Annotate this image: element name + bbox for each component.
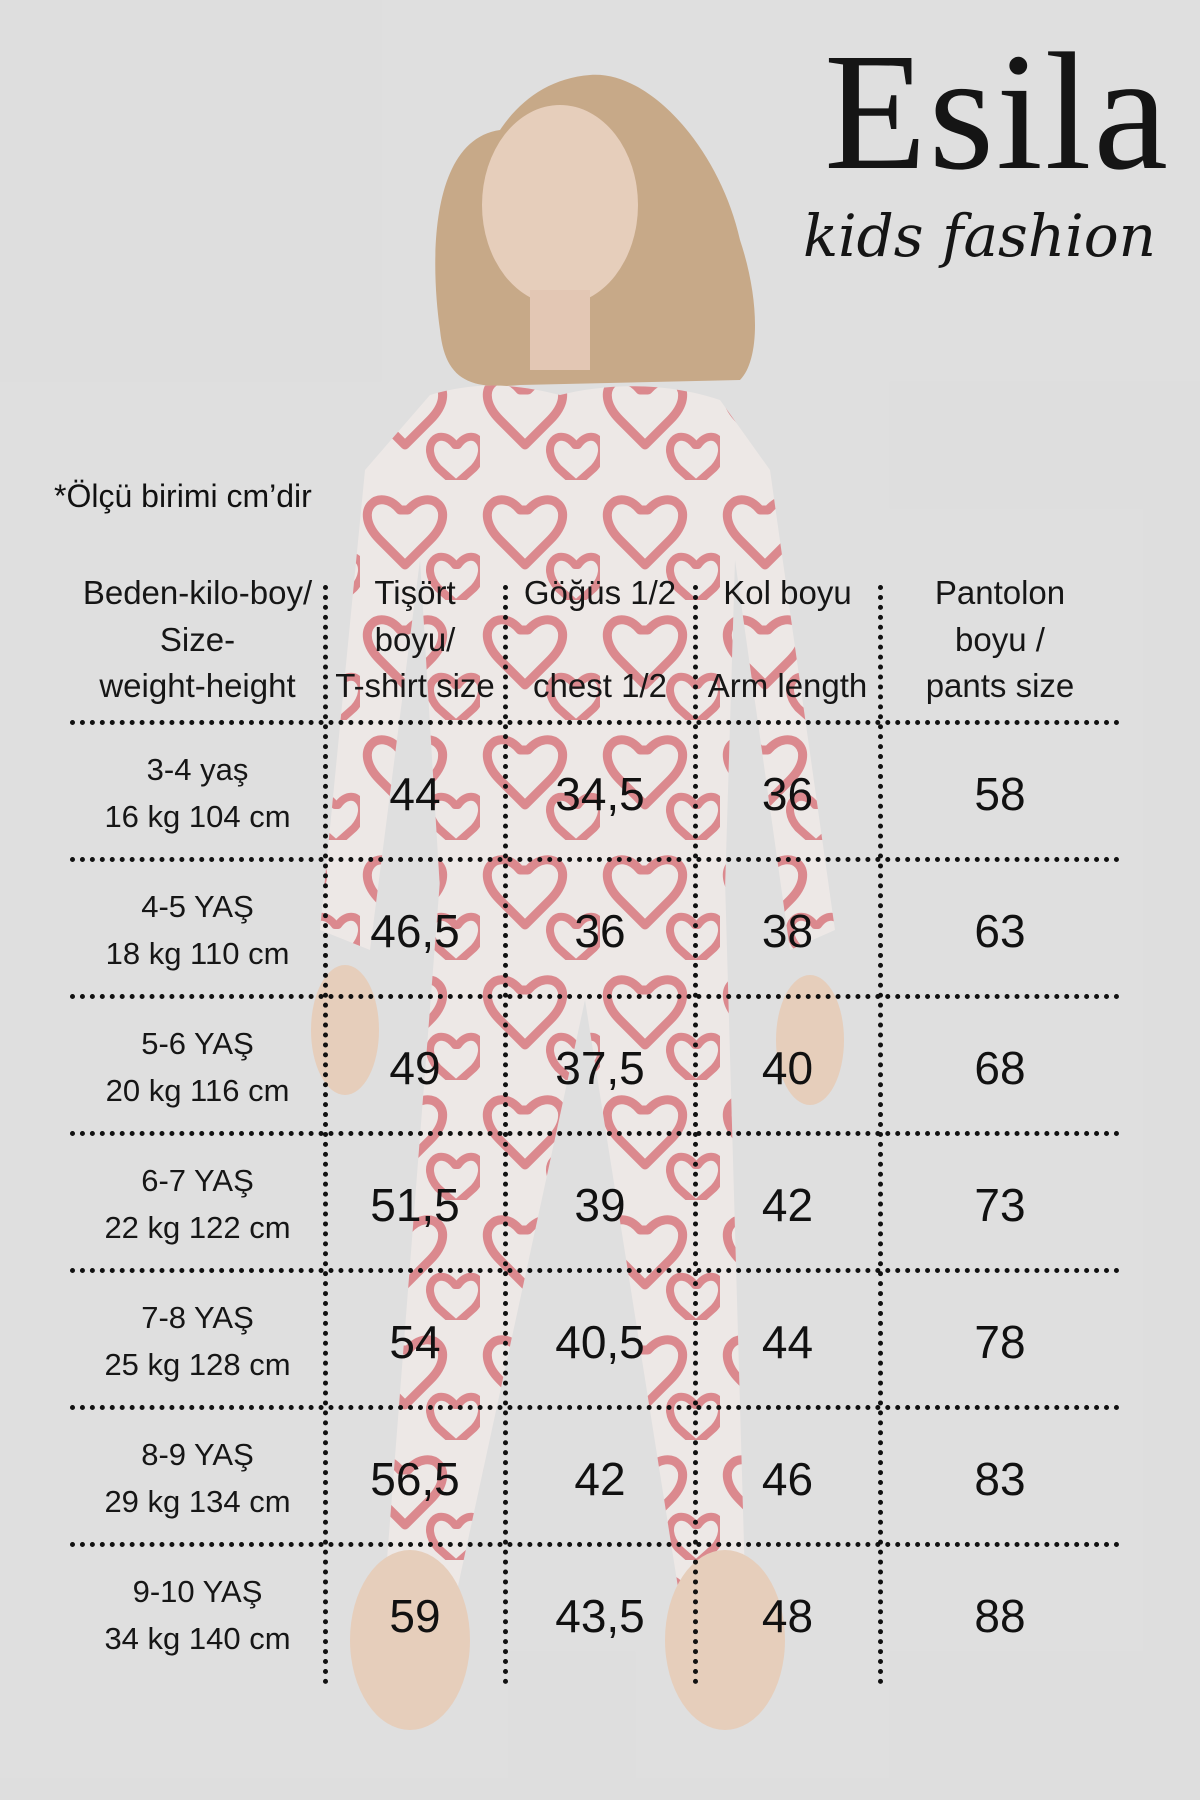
unit-note: *Ölçü birimi cm’dir: [54, 478, 312, 514]
value-cell-chest: 40,5: [555, 1315, 645, 1368]
brand-logo: [750, 19, 1170, 270]
value-cell-tshirt: 59: [389, 1589, 441, 1642]
cell-line: [595, 617, 604, 664]
size-cell: [70, 999, 325, 1136]
cell-line: pants size: [925, 667, 1075, 705]
header-cell-size: [70, 565, 325, 715]
value-cell-pants: 88: [974, 1589, 1026, 1642]
cell-line: 16 kg 104 cm: [104, 798, 291, 834]
value-cell-tshirt: 44: [389, 767, 441, 820]
value-cell-chest: 39: [574, 1178, 626, 1231]
size-cell: [70, 1547, 325, 1684]
size-cell: [70, 1273, 325, 1410]
value-cell-arm: 48: [761, 1589, 814, 1642]
cell-line: 3-4 yaş: [146, 752, 249, 787]
value-cell-pants: 78: [974, 1315, 1026, 1368]
brand-tagline: kids fashion: [802, 202, 1156, 270]
column-divider: [503, 585, 508, 1685]
header-cell-chest: [505, 565, 695, 715]
value-cell-arm: 38: [761, 904, 814, 957]
column-divider: [323, 585, 328, 1685]
value-cell-tshirt: 51,5: [370, 1178, 460, 1231]
cell-line: boyu /: [955, 620, 1045, 658]
value-cell-pants: 73: [974, 1178, 1026, 1231]
row-divider: [70, 720, 1120, 725]
cell-line: Size-: [159, 620, 236, 658]
cell-line: Göğüs 1/2: [523, 573, 677, 611]
cell-line: T-shirt size: [335, 667, 495, 705]
cell-line: 5-6 YAŞ: [141, 1026, 254, 1061]
cell-line: Pantolon: [934, 573, 1066, 611]
size-cell: [70, 1136, 325, 1273]
cell-line: 22 kg 122 cm: [104, 1209, 291, 1245]
size-cell: [70, 1410, 325, 1547]
cell-line: 9-10 YAŞ: [132, 1574, 263, 1609]
cell-line: boyu/: [374, 620, 456, 658]
cell-line: weight-height: [99, 667, 296, 705]
cell-line: 29 kg 134 cm: [104, 1483, 291, 1519]
cell-line: Tişört: [374, 573, 456, 611]
value-cell-chest: 42: [574, 1452, 626, 1505]
cell-line: chest 1/2: [533, 667, 667, 705]
value-cell-arm: 42: [761, 1178, 814, 1231]
value-cell-chest: 34,5: [555, 767, 645, 820]
cell-line: 25 kg 128 cm: [104, 1346, 291, 1382]
value-cell-arm: 36: [761, 767, 814, 820]
value-cell-chest: 36: [574, 904, 626, 957]
row-divider: [70, 857, 1120, 862]
value-cell-tshirt: 54: [389, 1315, 441, 1368]
column-divider: [693, 585, 698, 1685]
value-cell-pants: 58: [974, 767, 1026, 820]
value-cell-arm: 44: [761, 1315, 814, 1368]
size-cell: [70, 725, 325, 862]
row-divider: [70, 1268, 1120, 1273]
cell-line: Beden-kilo-boy/: [82, 573, 313, 611]
size-table: [70, 575, 1120, 1685]
row-divider: [70, 1405, 1120, 1410]
value-cell-chest: 43,5: [555, 1589, 645, 1642]
size-cell: [70, 862, 325, 999]
cell-line: [783, 617, 792, 664]
header-cell-pants: [880, 565, 1120, 715]
cell-line: 18 kg 110 cm: [105, 935, 290, 971]
cell-line: 20 kg 116 cm: [105, 1072, 290, 1108]
value-cell-chest: 37,5: [555, 1041, 645, 1094]
cell-line: Arm length: [707, 667, 868, 705]
column-divider: [878, 585, 883, 1685]
header-cell-tshirt: [325, 565, 505, 715]
face-shape: [482, 105, 638, 305]
header-cell-arm: [695, 565, 880, 715]
value-cell-arm: 40: [761, 1041, 814, 1094]
cell-line: 6-7 YAŞ: [141, 1163, 254, 1198]
cell-line: Kol boyu: [723, 573, 852, 611]
brand-name: Esila: [824, 19, 1170, 205]
cell-line: 4-5 YAŞ: [141, 889, 254, 924]
value-cell-pants: 63: [974, 904, 1026, 957]
row-divider: [70, 994, 1120, 999]
value-cell-tshirt: 56,5: [370, 1452, 460, 1505]
cell-line: 8-9 YAŞ: [141, 1437, 254, 1472]
cell-line: 34 kg 140 cm: [104, 1620, 291, 1656]
row-divider: [70, 1542, 1120, 1547]
cell-line: 7-8 YAŞ: [141, 1300, 254, 1335]
value-cell-arm: 46: [761, 1452, 814, 1505]
value-cell-pants: 68: [974, 1041, 1026, 1094]
row-divider: [70, 1131, 1120, 1136]
value-cell-tshirt: 46,5: [370, 904, 460, 957]
value-cell-pants: 83: [974, 1452, 1026, 1505]
value-cell-tshirt: 49: [389, 1041, 441, 1094]
